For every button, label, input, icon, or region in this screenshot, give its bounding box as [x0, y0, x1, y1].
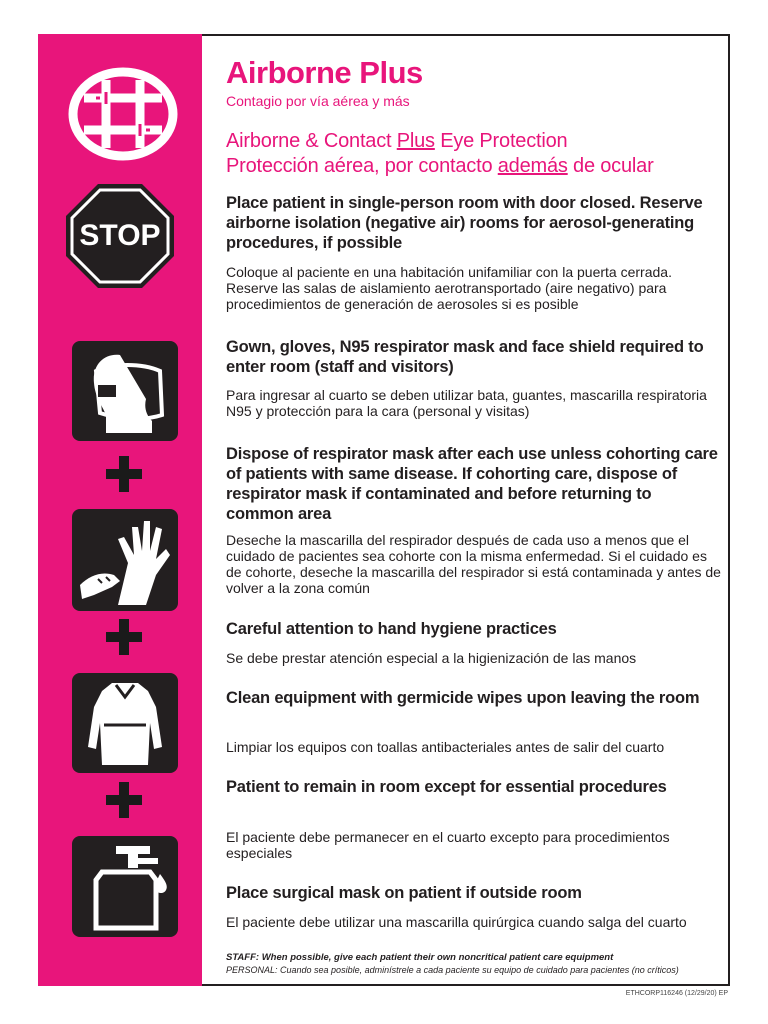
instruction-es: El paciente debe utilizar una mascarilla quirúrgica cuando salga del cuarto: [226, 914, 687, 930]
face-shield-icon: [72, 341, 178, 441]
instruction-es: Para ingresar al cuarto se deben utilizar bata, guantes, mascarilla respiratoria N95 y protección para la cara (personal y visitas): [226, 387, 707, 419]
instruction-en: Clean equipment with germicide wipes upon leaving the room: [226, 689, 700, 707]
personal-note: PERSONAL: Cuando sea posible, adminístrele a cada paciente su equipo de cuidado para pacientes (no críticos): [226, 965, 679, 975]
protection-heading-es: [226, 155, 654, 178]
instruction-es: Se debe prestar atención especial a la higienización de las manos: [226, 650, 637, 666]
instruction-en: Dispose of respirator mask after each use unless cohorting care of patients with same disease. If cohorting care, dispose of respirator mask if contaminated and before returning to common area: [226, 445, 718, 523]
instruction-es: Coloque al paciente en una habitación unifamiliar con la puerta cerrada. Reserve las salas de aislamiento aerotransportado (aire negativo) para procedimientos de generación de aerosoles si es posible: [226, 264, 672, 312]
document-code: ETHCORP116246 (12/29/20) EP: [625, 990, 728, 997]
protection-heading-en: [226, 130, 567, 153]
heading-es-ademas: además: [497, 155, 568, 177]
stop-sign-icon: [64, 182, 176, 290]
page-subtitle: Contagio por vía aérea y más: [226, 93, 410, 109]
heading-es-part: Protección aérea, por contacto: [226, 155, 498, 177]
heading-es-part: de ocular: [567, 155, 654, 177]
instruction-en: Patient to remain in room except for essential procedures: [226, 778, 667, 796]
instruction-es: Deseche la mascarilla del respirador después de cada uso a menos que el cuidado de pacientes sea cohorte con la misma enfermedad. Si el cuidado es de cohorte, deseche la mascarilla del respirador si está contaminada y antes de volver a la zona común: [226, 532, 721, 596]
heading-en-part: Eye Protection: [434, 130, 568, 152]
plus-icon: [106, 782, 142, 818]
heading-en-part: Airborne & Contact: [226, 130, 397, 152]
instruction-en: Place surgical mask on patient if outside room: [226, 884, 582, 902]
page-title: Airborne Plus: [226, 55, 423, 90]
instruction-es: El paciente debe permanecer en el cuarto excepto para procedimientos especiales: [226, 829, 670, 861]
plus-icon: [106, 456, 142, 492]
gown-icon: [72, 673, 178, 773]
instruction-en: Gown, gloves, N95 respirator mask and face shield required to enter room (staff and visitors): [226, 338, 704, 376]
stop-sign-text: STOP: [79, 219, 161, 252]
gloves-icon: [72, 509, 178, 611]
staff-note: STAFF: When possible, give each patient their own noncritical patient care equipment: [226, 952, 614, 963]
hand-sanitizer-icon: [72, 836, 178, 937]
heading-en-plus: Plus: [396, 130, 435, 152]
knot-logo-icon: [66, 66, 180, 162]
instruction-en: Careful attention to hand hygiene practices: [226, 620, 557, 638]
instruction-es: Limpiar los equipos con toallas antibacteriales antes de salir del cuarto: [226, 739, 665, 755]
plus-icon: [106, 619, 142, 655]
instruction-en: Place patient in single-person room with door closed. Reserve airborne isolation (negative air) rooms for aerosol-generating procedures, if possible: [226, 194, 703, 252]
